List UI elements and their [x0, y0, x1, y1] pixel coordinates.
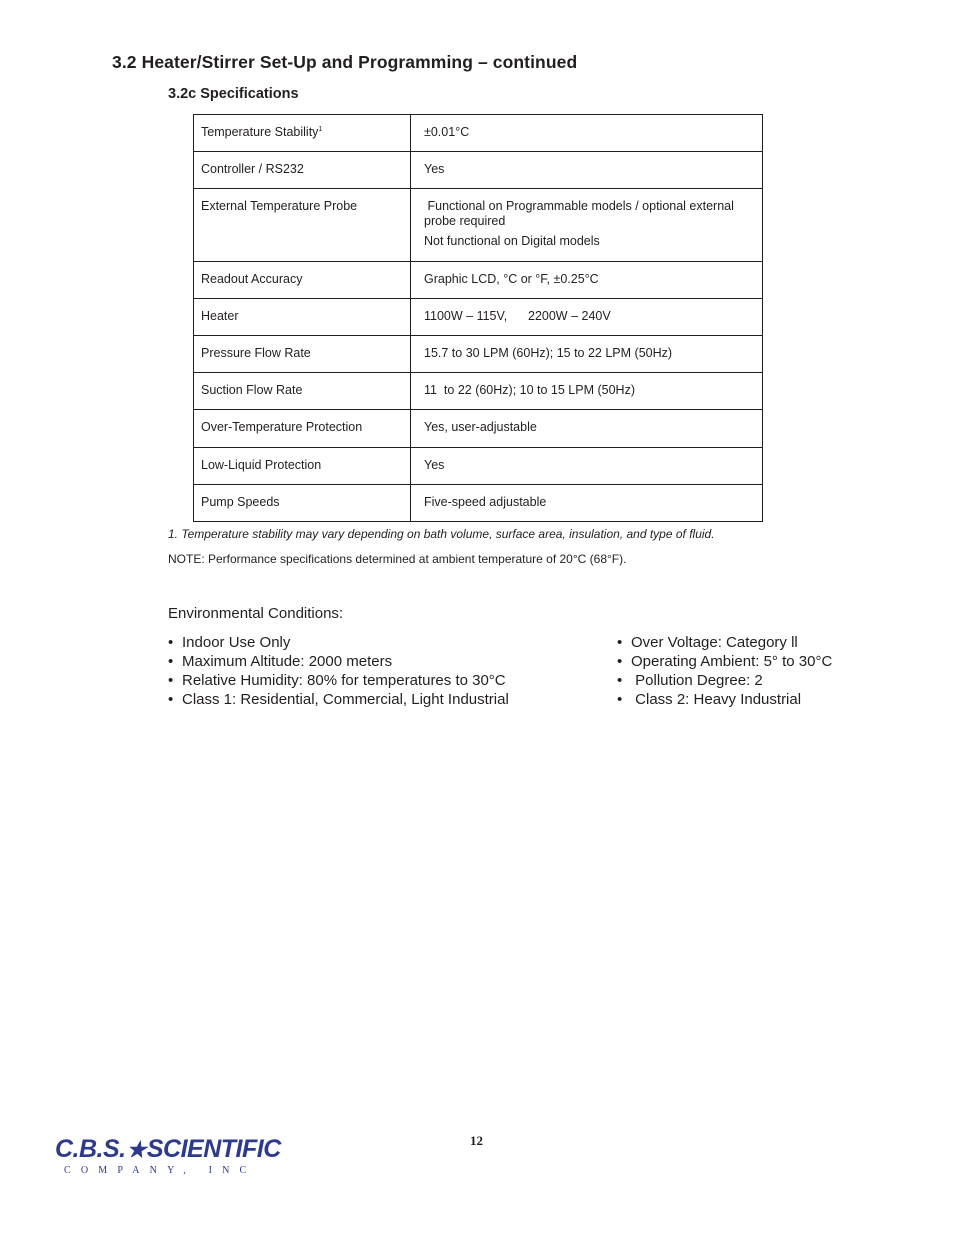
spec-value-line: 15.7 to 30 LPM (60Hz); 15 to 22 LPM (50Hz)	[424, 346, 673, 360]
spec-value-line: Yes	[424, 458, 445, 472]
spec-value	[411, 262, 763, 299]
environmental-item	[617, 633, 832, 652]
environmental-item-text: Class 2: Heavy Industrial	[631, 691, 802, 708]
environmental-item-text: Indoor Use Only	[182, 634, 291, 651]
spec-row	[194, 410, 763, 448]
bullet-icon: •	[168, 653, 174, 670]
spec-row	[194, 299, 763, 336]
spec-value	[411, 189, 763, 262]
bullet-icon: •	[617, 634, 623, 651]
environmental-item-text: Pollution Degree: 2	[631, 672, 763, 689]
spec-value-line: Yes	[424, 162, 445, 176]
environmental-list-right	[617, 633, 832, 709]
spec-label-text: Temperature Stability	[201, 125, 319, 139]
spec-value-line: 1100W – 115V, 2200W – 240V	[424, 309, 611, 323]
logo-subtext: COMPANY, INC	[64, 1165, 257, 1176]
spec-value	[411, 152, 763, 189]
spec-value-line: Five-speed adjustable	[424, 495, 547, 509]
spec-value	[411, 448, 763, 485]
spec-value-line: Yes, user-adjustable	[424, 420, 537, 434]
spec-row	[194, 262, 763, 299]
spec-value-line: 11 to 22 (60Hz); 10 to 15 LPM (50Hz)	[424, 383, 635, 397]
performance-note: NOTE: Performance specifications determined at ambient temperature of 20°C (68°F).	[168, 552, 627, 566]
spec-value-line: ±0.01°C	[424, 125, 470, 139]
bullet-icon: •	[617, 691, 623, 708]
environmental-heading: Environmental Conditions:	[168, 605, 344, 622]
spec-label	[194, 262, 411, 299]
specifications-table	[193, 114, 763, 522]
company-logo	[55, 1134, 281, 1182]
environmental-item-text: Over Voltage: Category ll	[631, 634, 798, 651]
spec-value	[411, 410, 763, 448]
star-icon: ★	[126, 1137, 146, 1162]
bullet-icon: •	[168, 634, 174, 651]
spec-row	[194, 373, 763, 410]
environmental-list-left	[168, 633, 509, 709]
environmental-item	[168, 690, 509, 709]
footnote: 1. Temperature stability may vary depending on bath volume, surface area, insulation, and type of fluid.	[168, 527, 715, 541]
environmental-item	[168, 671, 509, 690]
spec-row	[194, 336, 763, 373]
spec-value	[411, 115, 763, 152]
bullet-icon: •	[168, 691, 174, 708]
environmental-item-text: Relative Humidity: 80% for temperatures to 30°C	[182, 672, 506, 689]
spec-value-line: Functional on Programmable models / optional external probe required	[424, 199, 738, 228]
spec-label	[194, 115, 411, 152]
environmental-item-text: Class 1: Residential, Commercial, Light Industrial	[182, 691, 509, 708]
spec-label	[194, 336, 411, 373]
environmental-item	[168, 633, 509, 652]
spec-row	[194, 189, 763, 262]
spec-value-line: Graphic LCD, °C or °F, ±0.25°C	[424, 272, 599, 286]
spec-label	[194, 299, 411, 336]
footnote-marker: 1	[318, 125, 323, 133]
page-number: 12	[470, 1133, 483, 1148]
spec-label	[194, 448, 411, 485]
spec-label-text: Heater	[201, 309, 239, 323]
spec-label	[194, 373, 411, 410]
specifications-table-body	[194, 115, 763, 522]
spec-label-text: Over-Temperature Protection	[201, 420, 363, 434]
bullet-icon: •	[168, 672, 174, 689]
section-title: 3.2 Heater/Stirrer Set-Up and Programming – continued	[112, 52, 578, 72]
spec-label	[194, 485, 411, 522]
bullet-icon: •	[617, 653, 623, 670]
spec-value	[411, 373, 763, 410]
environmental-item	[168, 652, 509, 671]
spec-label	[194, 189, 411, 262]
spec-row	[194, 152, 763, 189]
spec-value	[411, 336, 763, 373]
subsection-title: 3.2c Specifications	[168, 86, 299, 102]
spec-label-text: Pressure Flow Rate	[201, 346, 311, 360]
spec-value-line: Not functional on Digital models	[424, 234, 600, 248]
environmental-item	[617, 690, 832, 709]
spec-row	[194, 115, 763, 152]
logo-text-right: SCIENTIFIC	[146, 1135, 281, 1163]
environmental-item-text: Maximum Altitude: 2000 meters	[182, 653, 393, 670]
logo-wordmark	[55, 1134, 281, 1165]
spec-label-text: Controller / RS232	[201, 162, 304, 176]
spec-label-text: Low-Liquid Protection	[201, 458, 322, 472]
logo-text-left: C.B.S.	[55, 1135, 126, 1163]
spec-row	[194, 448, 763, 485]
environmental-item-text: Operating Ambient: 5° to 30°C	[631, 653, 833, 670]
spec-label-text: External Temperature Probe	[201, 199, 358, 213]
spec-label-text: Readout Accuracy	[201, 272, 303, 286]
spec-value	[411, 485, 763, 522]
spec-label	[194, 152, 411, 189]
bullet-icon: •	[617, 672, 623, 689]
spec-label	[194, 410, 411, 448]
environmental-item	[617, 671, 832, 690]
environmental-item	[617, 652, 832, 671]
spec-row	[194, 485, 763, 522]
spec-value	[411, 299, 763, 336]
spec-label-text: Suction Flow Rate	[201, 383, 303, 397]
spec-label-text: Pump Speeds	[201, 495, 280, 509]
